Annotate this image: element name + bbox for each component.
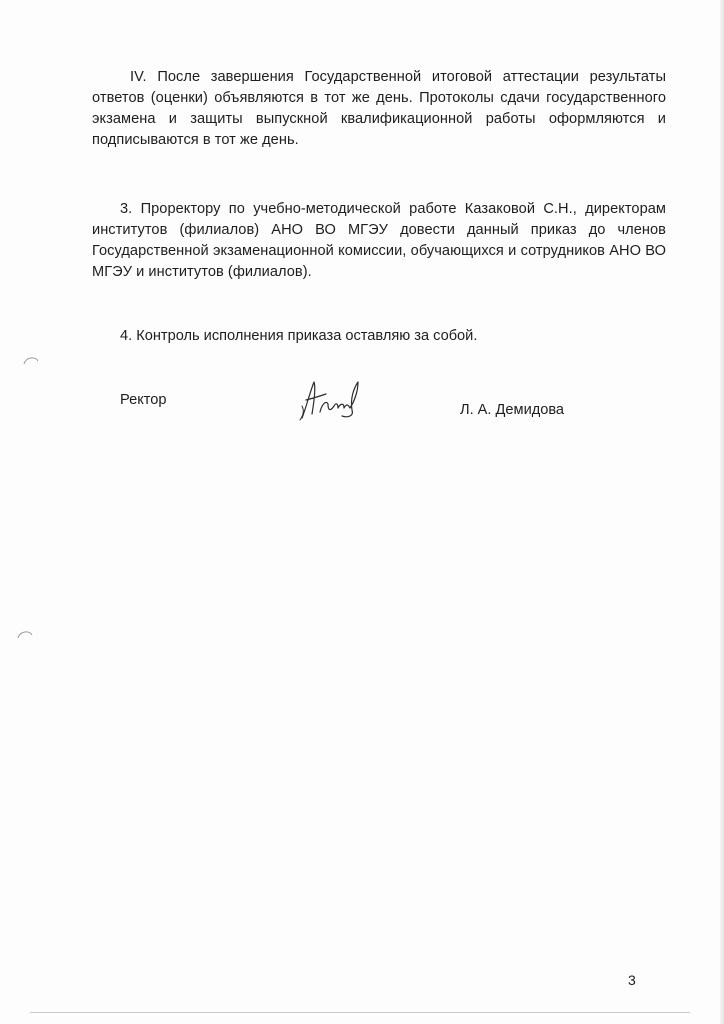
handwritten-signature <box>292 374 364 426</box>
punch-hole-mark <box>16 626 34 644</box>
paragraph-iv: IV. После завершения Государственной итоговой аттестации результаты ответов (оценки) объявляются в тот же день. Протоколы сдачи государственного экзамена и защиты выпускной квалификационной работы оформляются и подписываются в тот же день. <box>92 69 666 148</box>
page-number: 3 <box>628 972 636 988</box>
punch-hole-mark <box>22 352 40 370</box>
signatory-title: Ректор <box>120 392 167 408</box>
paragraph-4: 4. Контроль исполнения приказа оставляю за собой. <box>120 328 478 344</box>
scan-edge-shadow <box>720 0 724 1024</box>
scan-edge-line <box>30 1012 690 1013</box>
signatory-name: Л. А. Демидова <box>460 402 565 418</box>
paragraph-3: 3. Проректору по учебно-методической работе Казаковой С.Н., директорам институтов (филиалов) АНО ВО МГЭУ довести данный приказ до членов Государственной экзаменационной комиссии, обучающихся и сотрудников АНО ВО МГЭУ и институтов (филиалов). <box>92 201 666 280</box>
